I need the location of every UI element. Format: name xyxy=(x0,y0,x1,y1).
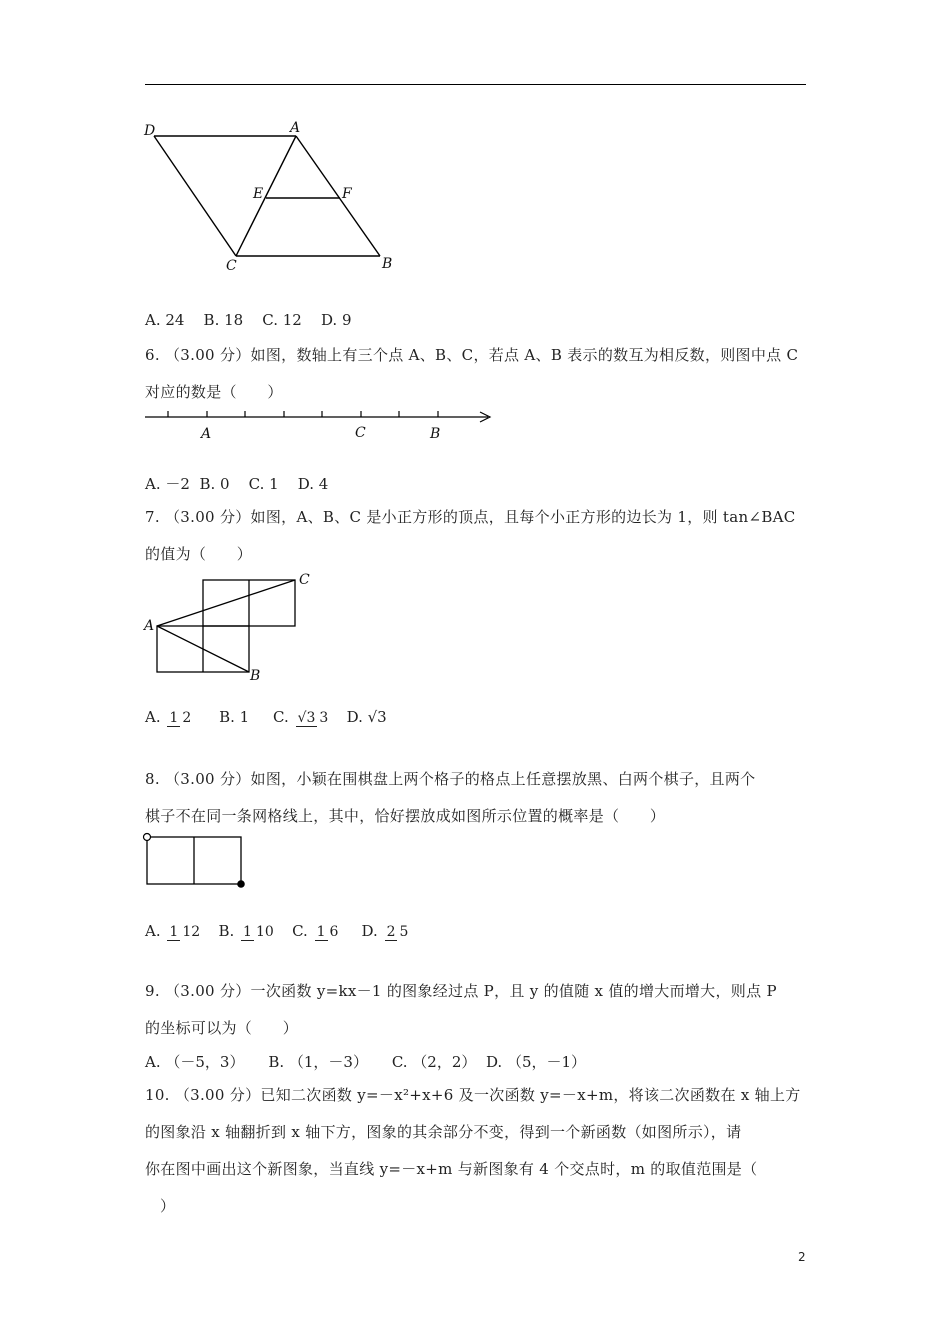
q6-options xyxy=(145,473,328,494)
q6-option-b: B. 0 xyxy=(199,475,230,493)
q6-text-line1: 6. （3.00 分）如图，数轴上有三个点 A、B、C，若点 A、B 表示的数互为相反数，则图中点 C xyxy=(145,346,799,364)
q8-option-d-fraction: 2 5 xyxy=(386,923,409,940)
label-B: B xyxy=(382,256,393,272)
q8-option-c-fraction: 1 6 xyxy=(316,923,339,940)
label-E: E xyxy=(253,186,264,202)
numberline-label-A: A xyxy=(201,426,212,442)
grid-label-C: C xyxy=(299,572,310,588)
q6-option-c: C. 1 xyxy=(248,475,279,493)
q7-option-b: B. 1 xyxy=(219,708,250,726)
q5-option-c: C. 12 xyxy=(262,311,302,329)
q9-text-line1: 9. （3.00 分）一次函数 y=kx－1 的图象经过点 P，且 y 的值随 x 值的增大而增大，则点 P xyxy=(145,982,777,1000)
q7-option-c-fraction: √3 3 xyxy=(297,709,329,726)
q7-text-line1: 7. （3.00 分）如图，A、B、C 是小正方形的顶点，且每个小正方形的边长为 1，则 tan∠BAC xyxy=(145,508,796,526)
q10-text-line1: 10. （3.00 分）已知二次函数 y=－x²+x+6 及一次函数 y=－x+m，将该二次函数在 x 轴上方 xyxy=(145,1086,801,1104)
page-number: 2 xyxy=(798,1250,806,1264)
q7-option-d: D. √3 xyxy=(346,708,387,726)
label-A: A xyxy=(290,120,301,136)
q6-text-line2: 对应的数是（ ） xyxy=(145,383,283,401)
q7-text-line2: 的值为（ ） xyxy=(145,545,253,563)
q5-option-b: B. 18 xyxy=(203,311,244,329)
q8-option-b-fraction: 1 10 xyxy=(243,923,274,940)
q7-grid-figure xyxy=(140,570,330,685)
q8-option-b-prefix: B. xyxy=(218,922,235,940)
numberline-label-C: C xyxy=(355,425,366,441)
label-F: F xyxy=(342,186,352,202)
q8-board-figure xyxy=(140,830,250,892)
q7-option-c-prefix: C. xyxy=(273,708,289,726)
q9-option-a: A. （－5，3） xyxy=(145,1053,245,1071)
white-stone xyxy=(144,834,151,841)
q5-options xyxy=(145,311,352,329)
numberline-label-B: B xyxy=(430,426,441,442)
q5-option-d: D. 9 xyxy=(320,311,352,329)
grid-label-A: A xyxy=(144,618,155,634)
q5-option-a: A. 24 xyxy=(145,311,185,329)
q10-text-line4: ） xyxy=(160,1197,176,1215)
q9-options xyxy=(145,1051,586,1072)
q9-option-c: C. （2，2） xyxy=(391,1053,477,1071)
label-C: C xyxy=(226,258,237,274)
q6-number-line xyxy=(140,405,500,445)
q9-option-b: B. （1，－3） xyxy=(268,1053,368,1071)
q10-text-line2: 的图象沿 x 轴翻折到 x 轴下方，图象的其余部分不变，得到一个新函数（如图所示），请 xyxy=(145,1123,742,1141)
q10-text-line3: 你在图中画出这个新图象，当直线 y=－x+m 与新图象有 4 个交点时，m 的取值范围是（ xyxy=(145,1160,758,1178)
q8-options xyxy=(145,922,412,941)
q5-figure xyxy=(140,118,410,278)
header-rule xyxy=(145,84,806,85)
q8-text-line1: 8. （3.00 分）如图，小颖在围棋盘上两个格子的格点上任意摆放黑、白两个棋子，且两个 xyxy=(145,770,756,788)
q7-option-a-prefix: A. xyxy=(145,708,161,726)
q9-option-d: D. （5，－1） xyxy=(485,1053,587,1071)
q8-option-d-prefix: D. xyxy=(361,922,378,940)
q8-option-a-prefix: A. xyxy=(145,922,161,940)
q6-option-a: A. －2 xyxy=(145,475,190,493)
grid-label-B: B xyxy=(250,668,261,684)
q6-option-d: D. 4 xyxy=(297,475,329,493)
q7-options xyxy=(145,708,387,727)
q8-text-line2: 棋子不在同一条网格线上，其中，恰好摆放成如图所示位置的概率是（ ） xyxy=(145,807,666,825)
q9-text-line2: 的坐标可以为（ ） xyxy=(145,1019,299,1037)
q8-option-c-prefix: C. xyxy=(292,922,308,940)
black-stone xyxy=(237,880,245,888)
q8-option-a-fraction: 1 12 xyxy=(169,923,201,940)
q7-option-a-fraction: 1 2 xyxy=(169,709,192,726)
label-D: D xyxy=(144,123,156,139)
